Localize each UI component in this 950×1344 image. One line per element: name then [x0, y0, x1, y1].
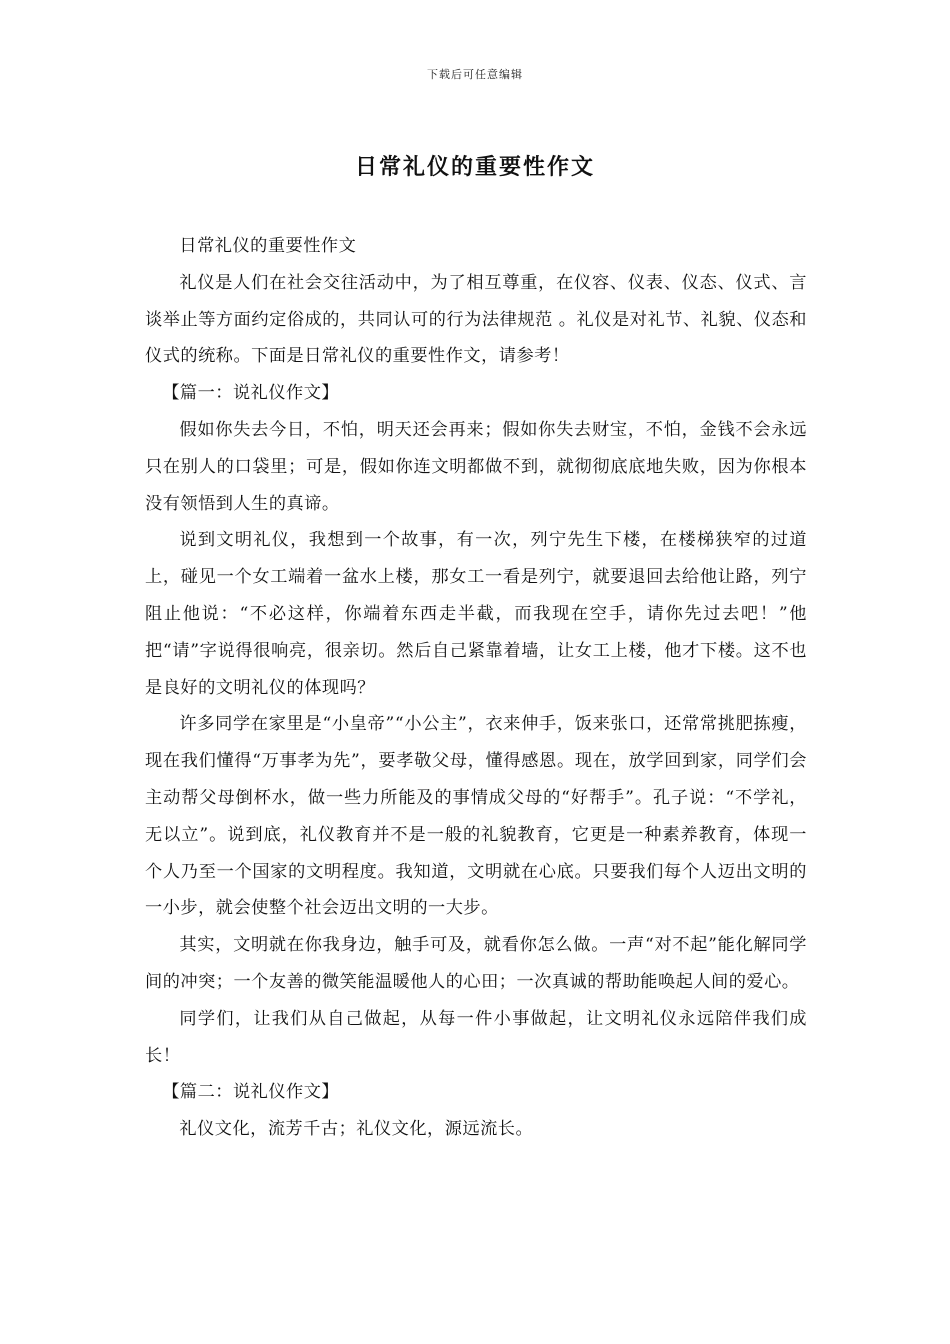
document-title: 日常礼仪的重要性作文	[354, 154, 595, 180]
document-body	[145, 228, 807, 1148]
section-1-paragraph: 说到文明礼仪，我想到一个故事，有一次，列宁先生下楼，在楼梯狭窄的过道上，碰见一个女工端着一盆水上楼，那女工一看是列宁，就要退回去给他让路，列宁阻止他说：“不必这样，你端着东西走半截，而我现在空手，请你先过去吧！”他把“请”字说得很响亮，很亲切。然后自己紧靠着墙，让女工上楼，他才下楼。这不也是良好的文明礼仪的体现吗？	[145, 530, 807, 698]
section-2-heading: 【篇二：说礼仪作文】	[162, 1082, 340, 1103]
section-1-paragraph: 许多同学在家里是“小皇帝”“小公主”，衣来伸手，饭来张口，还常常挑肥拣瘦，现在我们懂得“万事孝为先”，要孝敬父母，懂得感恩。现在，放学回到家，同学们会主动帮父母倒杯水，做一些力所能及的事情成父母的“好帮手”。孔子说：“不学礼，无以立”。说到底，礼仪教育并不是一般的礼貌教育，它更是一种素养教育，体现一个人乃至一个国家的文明程度。我知道，文明就在心底。只要我们每个人迈出文明的一小步，就会使整个社会迈出文明的一大步。	[145, 714, 807, 919]
section-1-paragraph: 其实，文明就在你我身边，触手可及，就看你怎么做。一声“对不起”能化解同学间的冲突；一个友善的微笑能温暖他人的心田；一次真诚的帮助能唤起人间的爱心。	[145, 935, 807, 992]
section-1-paragraph: 同学们，让我们从自己做起，从每一件小事做起，让文明礼仪永远陪伴我们成长！	[145, 1008, 807, 1066]
intro-paragraph: 礼仪是人们在社会交往活动中，为了相互尊重，在仪容、仪表、仪态、仪式、言谈举止等方面约定俗成的，共同认可的行为法律规范 。礼仪是对礼节、礼貌、仪态和仪式的统称。下面是日常礼仪的重要性作文，请参考！	[145, 272, 807, 367]
section-2-paragraph: 礼仪文化，流芳千古；礼仪文化，源远流长。	[179, 1119, 534, 1140]
intro-heading: 日常礼仪的重要性作文	[179, 236, 357, 256]
section-1-heading: 【篇一：说礼仪作文】	[162, 383, 340, 404]
header-note: 下载后可任意编辑	[427, 68, 523, 81]
section-1-paragraph: 假如你失去今日，不怕，明天还会再来；假如你失去财宝，不怕，金钱不会永远只在别人的口袋里；可是，假如你连文明都做不到，就彻彻底底地失败，因为你根本没有领悟到人生的真谛。	[145, 419, 807, 514]
